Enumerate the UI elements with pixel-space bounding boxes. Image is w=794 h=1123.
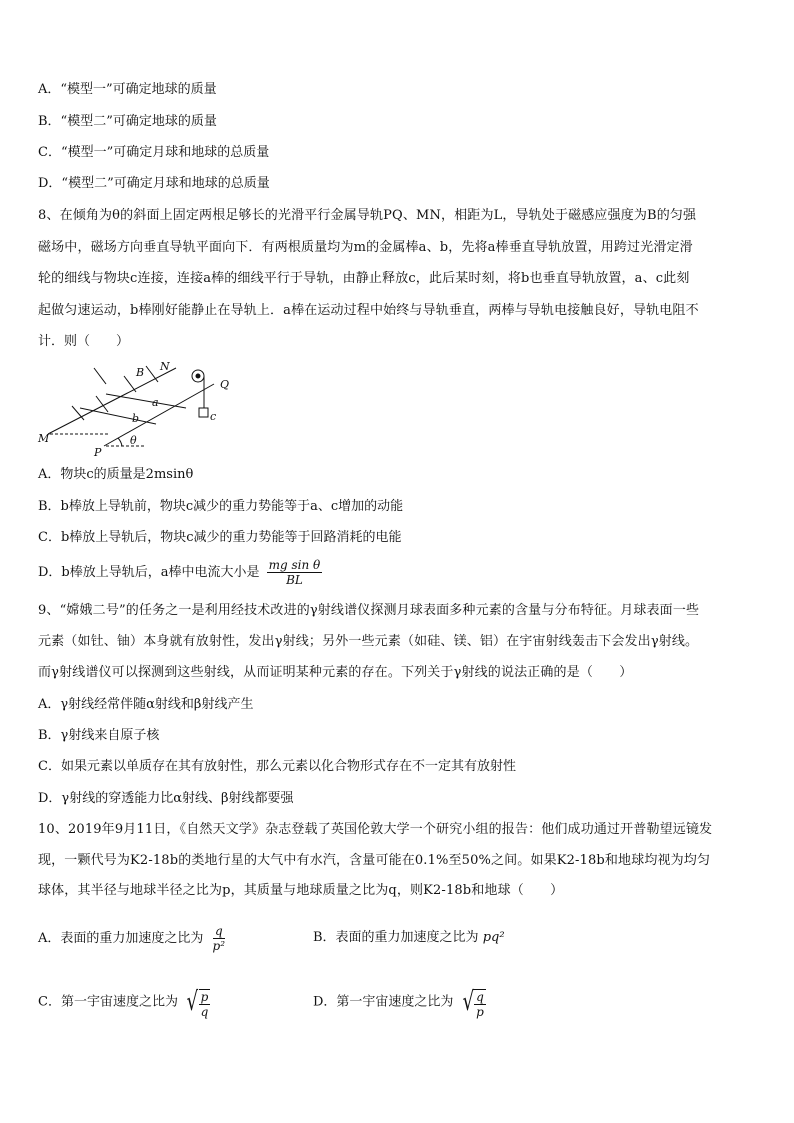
fraction-denominator: p²: [212, 939, 226, 953]
q8-option-a: A．物块c的质量是2msinθ: [38, 467, 194, 482]
q8-current-fraction: [267, 558, 323, 587]
label-c: c: [210, 410, 217, 423]
q10-d-sqrt: [460, 985, 486, 1019]
block-c: [199, 408, 208, 417]
rail-pq: [104, 384, 217, 446]
q9-stem-line: 而γ射线谱仪可以探测到这些射线，从而证明某种元素的存在。下列关于γ射线的说法正确的是（ ）: [38, 665, 633, 680]
q10-stem-line: 现，一颗代号为K2-18b的类地行星的大气中有水汽，含量可能在0.1%至50%之间。如果K2-18b和地球均视为均匀: [38, 853, 711, 868]
q10-option-c: [38, 985, 210, 1019]
label-a: a: [152, 396, 159, 409]
q9-option-b: B．γ射线来自原子核: [38, 728, 160, 743]
q10-c-sqrt: [184, 985, 210, 1019]
label-m: M: [38, 432, 50, 445]
sqrt-icon: √: [462, 987, 474, 1017]
fraction-denominator: p: [476, 1005, 484, 1019]
q10-stem-line: 10、2019年9月11日，《自然天文学》杂志登载了英国伦敦大学一个研究小组的报告：他们成功通过开普勒望远镜发: [38, 822, 713, 837]
fraction-numerator: p: [200, 990, 209, 1004]
q8-stem-line: 磁场中，磁场方向垂直导轨平面向下．有两根质量均为m的金属棒a、b，先将a棒垂直导轨放置，用跨过光滑定滑: [38, 240, 693, 255]
rod-b: [80, 408, 156, 424]
q10-option-a: [38, 924, 227, 953]
q10-option-d-text: D．第一宇宙速度之比为: [313, 994, 454, 1010]
q10-option-b-text: B．表面的重力加速度之比为: [313, 930, 479, 945]
q10-a-fraction: [211, 924, 228, 953]
inclined-rails-diagram: [36, 362, 236, 460]
q7-option-d: D．“模型二”可确定月球和地球的总质量: [38, 176, 270, 191]
q8-option-c: C．b棒放上导轨后，物块c减少的重力势能等于回路消耗的电能: [38, 530, 402, 545]
q9-option-d: D．γ射线的穿透能力比α射线、β射线都要强: [38, 791, 294, 806]
fraction-numerator: q: [214, 924, 223, 938]
q10-option-b: [313, 928, 505, 948]
q7-option-c: C．“模型一”可确定月球和地球的总质量: [38, 145, 270, 160]
q8-option-b: B．b棒放上导轨前，物块c减少的重力势能等于a、c增加的动能: [38, 499, 404, 514]
q9-stem-line: 9、“嫦娥二号”的任务之一是利用经技术改进的γ射线谱仪探测月球表面多种元素的含量与分布特征。月球表面一些: [38, 603, 700, 618]
q10-option-d: [313, 985, 486, 1019]
q8-stem-line: 8、在倾角为θ的斜面上固定两根足够长的光滑平行金属导轨PQ、MN，相距为L，导轨处于磁感应强度为B的匀强: [38, 208, 697, 223]
q8-stem-line: 轮的细线与物块c连接，连接a棒的细线平行于导轨，由静止释放c，此后某时刻，将b也垂直导轨放置，a、c此刻: [38, 271, 690, 286]
label-n: N: [160, 362, 170, 373]
q10-stem-line: 球体，其半径与地球半径之比为p，其质量与地球质量之比为q，则K2-18b和地球（ ）: [38, 883, 564, 898]
fraction-denominator: BL: [286, 573, 303, 587]
q8-option-d: [38, 558, 322, 587]
q9-stem-line: 元素（如钍、铀）本身就有放射性，发出γ射线；另外一些元素（如硅、镁、铝）在宇宙射线轰击下会发出γ射线。: [38, 634, 699, 649]
label-b-rod: b: [132, 412, 140, 425]
q8-stem-line: 计．则（ ）: [38, 334, 130, 349]
sqrt-icon: √: [186, 987, 199, 1017]
label-b-field: B: [136, 366, 145, 379]
q8-option-d-text: D．b棒放上导轨后，a棒中电流大小是: [38, 565, 260, 580]
label-p: P: [94, 446, 102, 459]
fraction-denominator: q: [200, 1005, 209, 1019]
fraction-numerator: mg sin θ: [268, 558, 321, 572]
rod-a: [106, 394, 186, 408]
q9-option-c: C．如果元素以单质存在其有放射性，那么元素以化合物形式存在不一定其有放射性: [38, 759, 516, 774]
q10-option-a-text: A．表面的重力加速度之比为: [38, 931, 204, 946]
q10-option-c-text: C．第一宇宙速度之比为: [38, 994, 178, 1010]
label-theta: θ: [130, 434, 137, 447]
fraction-numerator: q: [476, 990, 484, 1004]
q9-option-a: A．γ射线经常伴随α射线和β射线产生: [38, 697, 254, 712]
q10-b-expression: pq²: [482, 930, 505, 945]
q7-option-a: A．“模型一”可确定地球的质量: [38, 82, 217, 97]
label-q: Q: [220, 378, 230, 391]
q7-option-b: B．“模型二”可确定地球的质量: [38, 114, 217, 129]
q8-stem-line: 起做匀速运动，b棒刚好能静止在导轨上．a棒在运动过程中始终与导轨垂直，两棒与导轨电接触良好，导轨电阻不: [38, 303, 699, 318]
